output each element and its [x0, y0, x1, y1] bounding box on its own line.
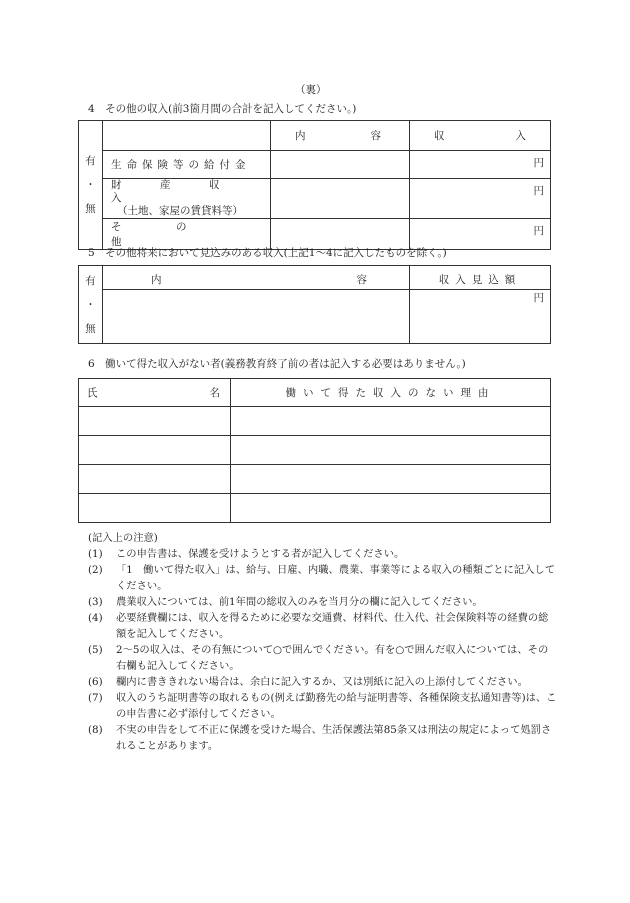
reason-field[interactable] — [231, 465, 551, 494]
reason-field[interactable] — [231, 494, 551, 523]
section5-heading: 5 その他将来において見込みのある収入(上記1～4に記入したものを除く。) — [88, 247, 447, 259]
yes-no-cell[interactable] — [79, 121, 103, 250]
row-content-property[interactable] — [271, 179, 410, 219]
note-item: (3) 農業収入については、前1年間の総収入のみを当月分の欄に記入してください。 — [88, 596, 483, 608]
header-content: 内 容 — [271, 121, 410, 151]
no-option: 無 — [85, 203, 96, 215]
section4-heading: 4 その他の収入(前3箇月間の合計を記入してください。) — [88, 103, 357, 115]
row-amount-other[interactable]: 円 — [410, 219, 551, 250]
row-amount-insurance[interactable]: 円 — [410, 151, 551, 179]
note-item: (7) 収入のうち証明書等の取れるもの(例えば勤務先の給与証明書等、各種保険支払通知書等)は、この申告書に必ず添付してください。 — [88, 692, 557, 720]
row-amount-property[interactable]: 円 — [410, 179, 551, 219]
name-field[interactable] — [79, 465, 231, 494]
dot-separator: ・ — [85, 179, 96, 191]
yes-no-cell[interactable] — [79, 266, 103, 344]
reason-field[interactable] — [231, 407, 551, 436]
notes-section — [88, 530, 558, 754]
header-income: 収 入 — [410, 121, 551, 151]
header-content: 内 容 — [103, 266, 410, 290]
header-blank — [103, 121, 271, 151]
section6-heading: 6 働いて得た収入がない者(義務教育終了前の者は記入する必要はありません。) — [88, 358, 466, 370]
expected-amount-field[interactable]: 円 — [410, 290, 551, 344]
yes-option: 有 — [85, 274, 96, 287]
note-item: (4) 必要経費欄には、収入を得るために必要な交通費、材料代、仕入代、社会保険料等の経費の総額を記入してください。 — [88, 612, 549, 640]
header-name: 氏 名 — [79, 379, 231, 407]
name-field[interactable] — [79, 436, 231, 465]
page-marker: （裏） — [295, 84, 327, 96]
name-field[interactable] — [79, 494, 231, 523]
content-field[interactable] — [103, 290, 410, 344]
row-content-insurance[interactable] — [271, 151, 410, 179]
row-label-property: 財 産 収 入 （土地、家屋の賃貸料等） — [103, 179, 271, 219]
note-item: (5) 2～5の収入は、その有無について○で囲んでください。有を○で囲んだ収入については、その右欄も記入してください。 — [88, 644, 549, 672]
note-item: (8) 不実の申告をして不正に保護を受けた場合、生活保護法第85条又は刑法の規定によって処罰されることがあります。 — [88, 724, 552, 752]
section4-table — [78, 120, 551, 250]
row-label-other: そ の 他 — [103, 219, 271, 250]
header-reason: 働いて得た収入のない理由 — [231, 379, 551, 407]
note-item: (2) 「1 働いて得た収入」は、給与、日雇、内職、農業、事業等による収入の種類ごとに記入してください。 — [88, 564, 556, 592]
row-label-insurance: 生命保険等の給付金 — [103, 151, 271, 179]
no-option: 無 — [85, 322, 96, 335]
note-item: (6) 欄内に書ききれない場合は、余白に記入するか、又は別紙に記入の上添付してください。 — [88, 676, 528, 688]
dot-separator: ・ — [85, 298, 96, 311]
section5-table — [78, 265, 551, 344]
notes-title: (記入上の注意) — [88, 532, 158, 544]
yes-option: 有 — [85, 155, 96, 167]
header-expected: 収入見込額 — [410, 266, 551, 290]
name-field[interactable] — [79, 407, 231, 436]
section6-table — [78, 378, 551, 523]
note-item: (1) この申告書は、保護を受けようとする者が記入してください。 — [88, 548, 405, 560]
reason-field[interactable] — [231, 436, 551, 465]
